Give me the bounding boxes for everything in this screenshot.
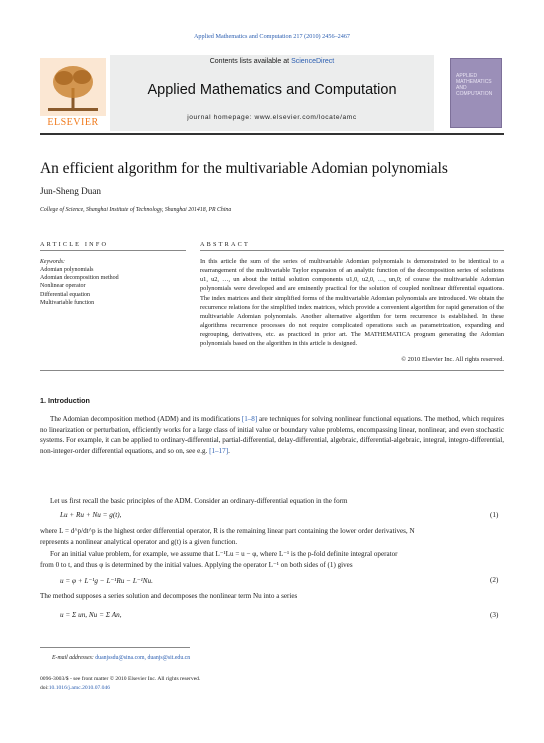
equation-number: (3)	[490, 611, 499, 619]
elsevier-logo	[40, 58, 106, 128]
equation-number: (1)	[490, 511, 499, 519]
citation-link[interactable]: [1–17]	[209, 446, 229, 455]
email-links[interactable]: duanjssdu@sina.com, duanjs@sit.edu.cn	[95, 655, 191, 661]
keyword-item: Multivariable function	[40, 299, 95, 306]
text-run: .	[228, 446, 230, 455]
footnote-rule	[40, 647, 190, 648]
info-rule	[40, 250, 186, 251]
journal-title: Applied Mathematics and Computation	[147, 82, 397, 98]
intro-paragraph-2: Let us first recall the basic principles of the ADM. Consider an ordinary-differential equation in the form	[50, 497, 348, 505]
text-run: The Adomian decomposition method (ADM) and its modifications	[50, 415, 242, 423]
text-line: represents a nonlinear analytical operator and g(t) is a given function.	[40, 537, 238, 546]
doi-line	[40, 685, 110, 691]
abstract-rule	[200, 250, 504, 251]
doi-link[interactable]: 10.1016/j.amc.2010.07.046	[48, 685, 111, 691]
citation-link[interactable]: [1–8]	[241, 415, 258, 423]
intro-paragraph-4	[40, 549, 504, 570]
keyword-item: Adomian decomposition method	[40, 275, 119, 282]
publisher-name: ELSEVIER	[47, 117, 99, 128]
keyword-list	[40, 266, 119, 307]
article-title: An efficient algorithm for the multivariable Adomian polynomials	[40, 160, 448, 177]
intro-paragraph-5: The method supposes a series solution and decomposes the nonlinear term Nu into a series	[40, 592, 298, 600]
contents-prefix: Contents lists available at	[209, 58, 292, 65]
journal-homepage[interactable]: journal homepage: www.elsevier.com/locate/amc	[187, 114, 357, 121]
keywords-label: Keywords:	[40, 259, 65, 265]
abstract-text: In this article the sum of the series of multivariable Adomian polynomials is demonstrated to be identical to a rearrangement of the multivariable Taylor expansion of an analytic function of the decomposition series of solutions u1, u2, …, un about the initial solution components u1,0, u2,0, …, un,0; of course the multivariable Adomian polynomials were developed and are eminently practical for the solution of coupled nonlinear differential equations. The index matrices and their simplified forms of the multivariable Adomian polynomials are introduced. We obtain the recurrence relations for the simplified index matrices, which provide a convenient algorithm for rapid generation of the multivariable Adomian polynomials. Another alternative algorithm for term recurrence is established. In these algorithms recurrence processes do not require complicated operations such as parametrization, expanding and regrouping, derivatives, etc. as practiced in prior art. The MATHEMATICA program generating the Adomian polynomials based on the algorithm in this article is designed.	[200, 258, 504, 348]
text-line: where L = d^p/dt^p is the highest order differential operator, R is the remaining linear part containing the lower order derivatives, N	[40, 527, 415, 535]
keyword-item: Nonlinear operator	[40, 283, 86, 290]
cover-title: APPLIED MATHEMATICS AND COMPUTATION	[456, 73, 493, 97]
footnote-label: E-mail addresses:	[52, 655, 96, 661]
author-name: Jun-Sheng Duan	[40, 186, 101, 196]
footnote	[52, 655, 190, 661]
equation-1: Lu + Ru + Nu = g(t),	[60, 511, 122, 519]
copyright: © 2010 Elsevier Inc. All rights reserved.	[401, 356, 504, 363]
keyword-item: Differential equation	[40, 291, 91, 298]
text-line: For an initial value problem, for example, we assume that L⁻¹Lu = u − φ, where L⁻¹ is the p-fold definite integral operator	[50, 550, 398, 558]
text-line: from 0 to t, and thus φ is determined by the initial values. Applying the operator L⁻¹ on both sides of (1) gives	[40, 560, 353, 569]
equation-number: (2)	[490, 576, 499, 584]
doi-label: doi:	[40, 685, 49, 691]
journal-reference[interactable]: Applied Mathematics and Computation 217 (2010) 2456–2467	[193, 33, 351, 40]
header-rule	[40, 133, 504, 135]
abstract-bottom-rule	[40, 370, 504, 371]
equation-2: u = φ + L⁻¹g − L⁻¹Ru − L⁻¹Nu.	[60, 577, 153, 585]
text-run: are techniques for solving nonlinear functional equations. The method, which requires no linearization or perturbation, efficiently works for a large class of initial value or boundary value problems, encompassing linear, nonlinear, and even stochastic systems. For example, it can be applied to ordinary-differential, partial-differential, delay-differential, algebraic, differential-algebraic, integral, integro-differential, non-integer-order differential equations, and so on, see e.g.	[40, 415, 504, 455]
article-info-heading: ARTICLE INFO	[40, 241, 109, 248]
keyword-item: Adomian polynomials	[40, 267, 94, 273]
contents-line	[110, 58, 434, 65]
section-title: 1. Introduction	[40, 396, 90, 405]
intro-paragraph-3	[40, 526, 504, 547]
affiliation: College of Science, Shanghai Institute of Technology, Shanghai 201418, PR China	[40, 207, 232, 213]
journal-cover-image	[450, 58, 502, 128]
abstract-heading: ABSTRACT	[200, 241, 250, 248]
intro-paragraph-1	[40, 414, 504, 456]
issn-line: 0096-3003/$ - see front matter © 2010 Elsevier Inc. All rights reserved.	[40, 676, 201, 682]
equation-3: u = Σ un, Nu = Σ An,	[60, 611, 122, 619]
elsevier-tree-icon	[40, 58, 106, 116]
sciencedirect-link[interactable]: ScienceDirect	[291, 58, 335, 65]
